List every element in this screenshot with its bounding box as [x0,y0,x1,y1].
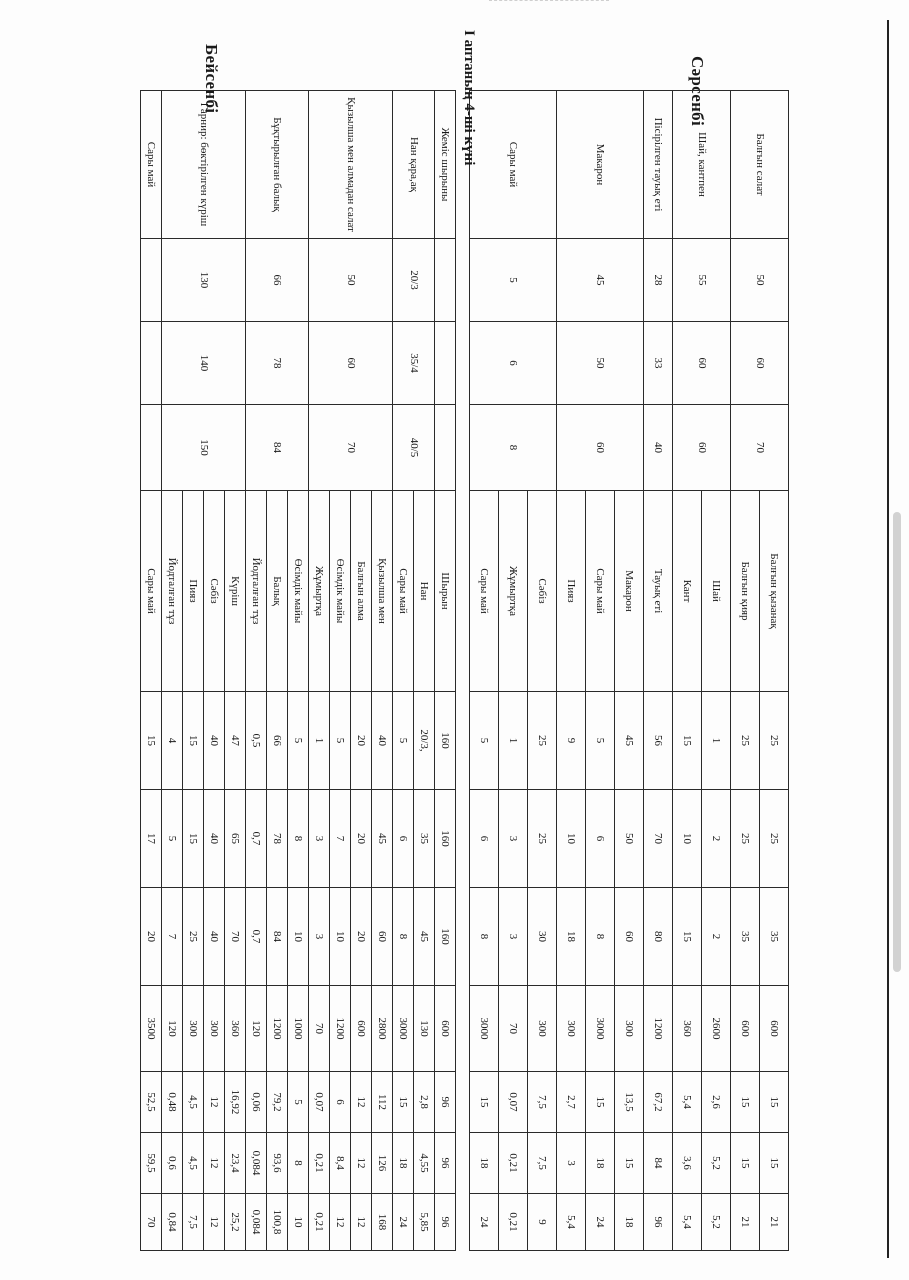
ingredient-value: 5,85 [414,1194,435,1251]
ingredient-value: 0,48 [162,1072,183,1133]
ingredient-value: 15 [183,692,204,790]
dish-portion: 28 [644,239,673,322]
ingredient-value: 40 [204,790,225,888]
ingredient-value: 3 [309,790,330,888]
ingredient-value: 8 [288,790,309,888]
ingredient-name: Балғын қияр [731,491,760,692]
ingredient-value: 5 [470,692,499,790]
ingredient-value: 18 [393,1133,414,1194]
ingredient-value: 4,5 [183,1072,204,1133]
ingredient-value: 60 [372,888,393,986]
ingredient-value: 30 [528,888,557,986]
ingredient-value: 18 [615,1194,644,1251]
table-row [372,91,393,1251]
ingredient-value: 6 [393,790,414,888]
ingredient-value: 16,92 [225,1072,246,1133]
ingredient-value: 0,21 [309,1194,330,1251]
ingredient-value: 20 [351,888,372,986]
ingredient-value: 56 [644,692,673,790]
ingredient-name: Макарон [615,491,644,692]
ingredient-value: 45 [615,692,644,790]
ingredient-value: 600 [760,986,789,1072]
ingredient-value: 78 [267,790,288,888]
table-row [615,91,644,1251]
ingredient-value: 59,5 [141,1133,162,1194]
dish-name: Сары май [470,91,557,239]
ingredient-value: 100,8 [267,1194,288,1251]
ingredient-value: 45 [372,790,393,888]
ingredient-value: 24 [470,1194,499,1251]
dish-name: Бұқтырылған балық [246,91,309,239]
dish-portion [141,239,162,322]
dish-name: Сары май [141,91,162,239]
ingredient-value: 50 [615,790,644,888]
dish-name: Балғын салат [731,91,789,239]
ingredient-value: 8 [288,1133,309,1194]
ingredient-value: 45 [414,888,435,986]
ingredient-value: 300 [557,986,586,1072]
ingredient-value: 3 [499,790,528,888]
ingredient-value: 600 [351,986,372,1072]
table-row [760,91,789,1251]
ingredient-value: 0,07 [499,1072,528,1133]
ingredient-value: 25 [760,790,789,888]
ingredient-value: 8 [393,888,414,986]
ingredient-value: 6 [330,1072,351,1133]
ingredient-value: 3 [557,1133,586,1194]
ingredient-name: Өсімдік майы [288,491,309,692]
ingredient-value: 160 [435,790,456,888]
ingredient-value: 160 [435,692,456,790]
ingredient-value: 12 [330,1194,351,1251]
ingredient-name: Өсімдік майы [330,491,351,692]
ingredient-value: 15 [141,692,162,790]
ingredient-value: 65 [225,790,246,888]
ingredient-value: 60 [615,888,644,986]
ingredient-value: 112 [372,1072,393,1133]
dish-portion: 35/4 [393,322,435,405]
ingredient-value: 12 [351,1072,372,1133]
ingredient-value: 70 [141,1194,162,1251]
ingredient-value: 10 [330,888,351,986]
ingredient-value: 12 [204,1133,225,1194]
ingredient-value: 0,084 [246,1133,267,1194]
dish-portion: 70 [731,405,789,491]
ingredient-value: 7,5 [528,1133,557,1194]
sarsenbi-table [469,90,789,1251]
ingredient-value: 9 [557,692,586,790]
ingredient-value: 160 [435,888,456,986]
ingredient-value: 1 [499,692,528,790]
ingredient-value: 5 [330,692,351,790]
ingredient-value: 2 [702,790,731,888]
ingredient-value: 13,5 [615,1072,644,1133]
ingredient-value: 3 [309,888,330,986]
ingredient-value: 15 [731,1072,760,1133]
ingredient-value: 360 [225,986,246,1072]
ingredient-value: 5 [288,692,309,790]
ingredient-name: Балғын қызанақ [760,491,789,692]
dish-portion: 130 [162,239,246,322]
ingredient-value: 2,8 [414,1072,435,1133]
ingredient-value: 25 [183,888,204,986]
ingredient-value: 15 [586,1072,615,1133]
ingredient-value: 15 [183,790,204,888]
dish-name: Макарон [557,91,644,239]
ingredient-value: 70 [499,986,528,1072]
ingredient-value: 300 [183,986,204,1072]
ingredient-value: 18 [470,1133,499,1194]
ingredient-value: 8,4 [330,1133,351,1194]
ingredient-value: 5,2 [702,1194,731,1251]
ingredient-name: Күріш [225,491,246,692]
ingredient-value: 0,21 [499,1194,528,1251]
ingredient-value: 2600 [702,986,731,1072]
dish-portion: 55 [673,239,731,322]
ingredient-value: 2800 [372,986,393,1072]
ingredient-value: 66 [267,692,288,790]
dish-portion [435,322,456,405]
ingredient-value: 80 [644,888,673,986]
dish-portion: 45 [557,239,644,322]
ingredient-value: 17 [141,790,162,888]
table-row [288,91,309,1251]
ingredient-value: 20 [351,790,372,888]
ingredient-value: 20 [141,888,162,986]
ingredient-name: Пияз [183,491,204,692]
ingredient-value: 47 [225,692,246,790]
ingredient-value: 8 [470,888,499,986]
ingredient-value: 25 [731,692,760,790]
ingredient-value: 10 [288,1194,309,1251]
ingredient-value: 5,2 [702,1133,731,1194]
ingredient-value: 10 [288,888,309,986]
ingredient-value: 70 [225,888,246,986]
ingredient-value: 70 [644,790,673,888]
ingredient-value: 3000 [470,986,499,1072]
ingredient-value: 3,6 [673,1133,702,1194]
ingredient-value: 2,6 [702,1072,731,1133]
ingredient-value: 79,2 [267,1072,288,1133]
ingredient-name: Йодталған тұз [246,491,267,692]
ingredient-value: 20/3, [414,692,435,790]
ingredient-value: 0,07 [309,1072,330,1133]
ingredient-value: 2 [702,888,731,986]
beisenbi-title: Бейсенбі [202,44,221,114]
ingredient-value: 8 [586,888,615,986]
dish-portion: 140 [162,322,246,405]
dish-portion: 40 [644,405,673,491]
dish-portion [141,322,162,405]
table-row [702,91,731,1251]
ingredient-value: 0,06 [246,1072,267,1133]
ingredient-value: 1200 [330,986,351,1072]
ingredient-name: Пияз [557,491,586,692]
ingredient-name: Кант [673,491,702,692]
ingredient-value: 0,84 [162,1194,183,1251]
ingredient-name: Балғын алма [351,491,372,692]
scrollbar[interactable] [893,512,901,972]
ingredient-value: 5,4 [673,1072,702,1133]
ingredient-name: Балық [267,491,288,692]
beisenbi-table [140,90,456,1251]
ingredient-value: 1200 [267,986,288,1072]
ingredient-value: 25 [528,692,557,790]
sarsenbi-title: Сәрсенбі [688,56,707,126]
ingredient-value: 21 [760,1194,789,1251]
ingredient-name: Сары май [470,491,499,692]
ingredient-value: 40 [372,692,393,790]
ingredient-value: 4,55 [414,1133,435,1194]
ingredient-value: 12 [351,1194,372,1251]
ingredient-value: 120 [162,986,183,1072]
dish-portion: 5 [470,239,557,322]
ingredient-name: Сәбіз [204,491,225,692]
ingredient-value: 25,2 [225,1194,246,1251]
ingredient-value: 12 [204,1194,225,1251]
ingredient-value: 0,084 [246,1194,267,1251]
ingredient-value: 15 [615,1133,644,1194]
ingredient-value: 6 [470,790,499,888]
ingredient-name: Сары май [586,491,615,692]
ingredient-value: 4,5 [183,1133,204,1194]
ingredient-value: 0,5 [246,692,267,790]
dish-portion: 60 [557,405,644,491]
ingredient-value: 1 [309,692,330,790]
ingredient-value: 360 [673,986,702,1072]
dish-name: Шай, кантпен [673,91,731,239]
ingredient-name: Жұмыртқа [499,491,528,692]
dish-portion: 150 [162,405,246,491]
dish-portion: 20/3 [393,239,435,322]
ingredient-value: 84 [267,888,288,986]
ingredient-name: Сары май [393,491,414,692]
ingredient-value: 15 [760,1133,789,1194]
ingredient-value: 15 [731,1133,760,1194]
ingredient-value: 5,4 [557,1194,586,1251]
table-row [644,91,673,1251]
ingredient-value: 0,21 [499,1133,528,1194]
ingredient-value: 1 [702,692,731,790]
dish-portion [435,239,456,322]
dish-name: Гарнир: бөктірілген күріш [162,91,246,239]
ingredient-value: 168 [372,1194,393,1251]
ingredient-value: 3 [499,888,528,986]
dish-portion: 70 [309,405,393,491]
ingredient-name: Сары май [141,491,162,692]
ingredient-value: 20 [351,692,372,790]
ingredient-value: 35 [731,888,760,986]
ingredient-value: 1200 [644,986,673,1072]
dish-name: Нан қара,ақ [393,91,435,239]
dish-portion: 33 [644,322,673,405]
ingredient-value: 67,2 [644,1072,673,1133]
ingredient-value: 4 [162,692,183,790]
ingredient-value: 23,4 [225,1133,246,1194]
ingredient-value: 10 [673,790,702,888]
dish-portion: 60 [673,405,731,491]
ingredient-value: 96 [435,1133,456,1194]
ingredient-value: 6 [586,790,615,888]
dish-portion: 40/5 [393,405,435,491]
table-row [435,91,456,1251]
ingredient-value: 12 [351,1133,372,1194]
ingredient-value: 5 [162,790,183,888]
dish-portion: 50 [557,322,644,405]
ingredient-name: Қызылша мен [372,491,393,692]
ingredient-value: 3000 [393,986,414,1072]
ingredient-value: 84 [644,1133,673,1194]
ingredient-value: 7 [330,790,351,888]
ingredient-value: 7,5 [183,1194,204,1251]
ingredient-value: 5 [393,692,414,790]
dish-portion: 8 [470,405,557,491]
ingredient-value: 35 [414,790,435,888]
ingredient-name: Йодталған тұз [162,491,183,692]
ingredient-value: 15 [470,1072,499,1133]
ingredient-value: 600 [731,986,760,1072]
ingredient-value: 24 [586,1194,615,1251]
ingredient-value: 15 [393,1072,414,1133]
ingredient-value: 10 [557,790,586,888]
day-heading: I аптаның 4-ші күні [461,30,477,166]
ingredient-value: 12 [204,1072,225,1133]
ingredient-value: 0,7 [246,888,267,986]
ingredient-value: 3000 [586,986,615,1072]
ingredient-value: 96 [435,1194,456,1251]
ingredient-value: 7 [162,888,183,986]
ingredient-value: 15 [760,1072,789,1133]
ingredient-value: 25 [760,692,789,790]
ingredient-value: 18 [586,1133,615,1194]
ingredient-value: 1000 [288,986,309,1072]
ingredient-value: 25 [731,790,760,888]
ingredient-value: 120 [246,986,267,1072]
dish-portion: 84 [246,405,309,491]
ingredient-value: 15 [673,692,702,790]
ingredient-name: Нан [414,491,435,692]
ingredient-value: 70 [309,986,330,1072]
ingredient-name: Шырын [435,491,456,692]
ingredient-value: 126 [372,1133,393,1194]
ingredient-value: 93,6 [267,1133,288,1194]
ingredient-name: Шай [702,491,731,692]
ingredient-value: 35 [760,888,789,986]
ingredient-value: 300 [528,986,557,1072]
ingredient-name: Жұмыртқа [309,491,330,692]
dish-portion [141,405,162,491]
ingredient-value: 15 [673,888,702,986]
dish-portion: 66 [246,239,309,322]
ingredient-value: 5 [288,1072,309,1133]
ingredient-value: 7,5 [528,1072,557,1133]
ingredient-value: 0,21 [309,1133,330,1194]
ingredient-value: 0,7 [246,790,267,888]
ingredient-value: 40 [204,692,225,790]
ingredient-value: 3500 [141,986,162,1072]
table-row [414,91,435,1251]
ingredient-value: 300 [204,986,225,1072]
dish-name: Қызылша мен алмадан салат [309,91,393,239]
ingredient-value: 40 [204,888,225,986]
table-row [141,91,162,1251]
ingredient-value: 18 [557,888,586,986]
dish-portion: 50 [731,239,789,322]
ingredient-value: 600 [435,986,456,1072]
ingredient-value: 25 [528,790,557,888]
top-rule [888,20,890,1258]
ingredient-name: Сәбіз [528,491,557,692]
ingredient-value: 0,6 [162,1133,183,1194]
ingredient-value: 2,7 [557,1072,586,1133]
dish-name: Пісірілген тауық еті [644,91,673,239]
table-row [528,91,557,1251]
fold-line-top [489,0,609,1]
dish-portion: 6 [470,322,557,405]
dish-portion: 50 [309,239,393,322]
dish-portion: 60 [731,322,789,405]
dish-name: Жеміс шырыны [435,91,456,239]
ingredient-value: 5 [586,692,615,790]
ingredient-value: 24 [393,1194,414,1251]
table-row [225,91,246,1251]
ingredient-value: 5,4 [673,1194,702,1251]
ingredient-value: 300 [615,986,644,1072]
ingredient-value: 96 [435,1072,456,1133]
dish-portion: 78 [246,322,309,405]
ingredient-value: 21 [731,1194,760,1251]
ingredient-value: 9 [528,1194,557,1251]
dish-portion [435,405,456,491]
dish-portion: 60 [309,322,393,405]
ingredient-value: 52,5 [141,1072,162,1133]
dish-portion: 60 [673,322,731,405]
ingredient-value: 96 [644,1194,673,1251]
ingredient-value: 130 [414,986,435,1072]
ingredient-name: Тауық еті [644,491,673,692]
